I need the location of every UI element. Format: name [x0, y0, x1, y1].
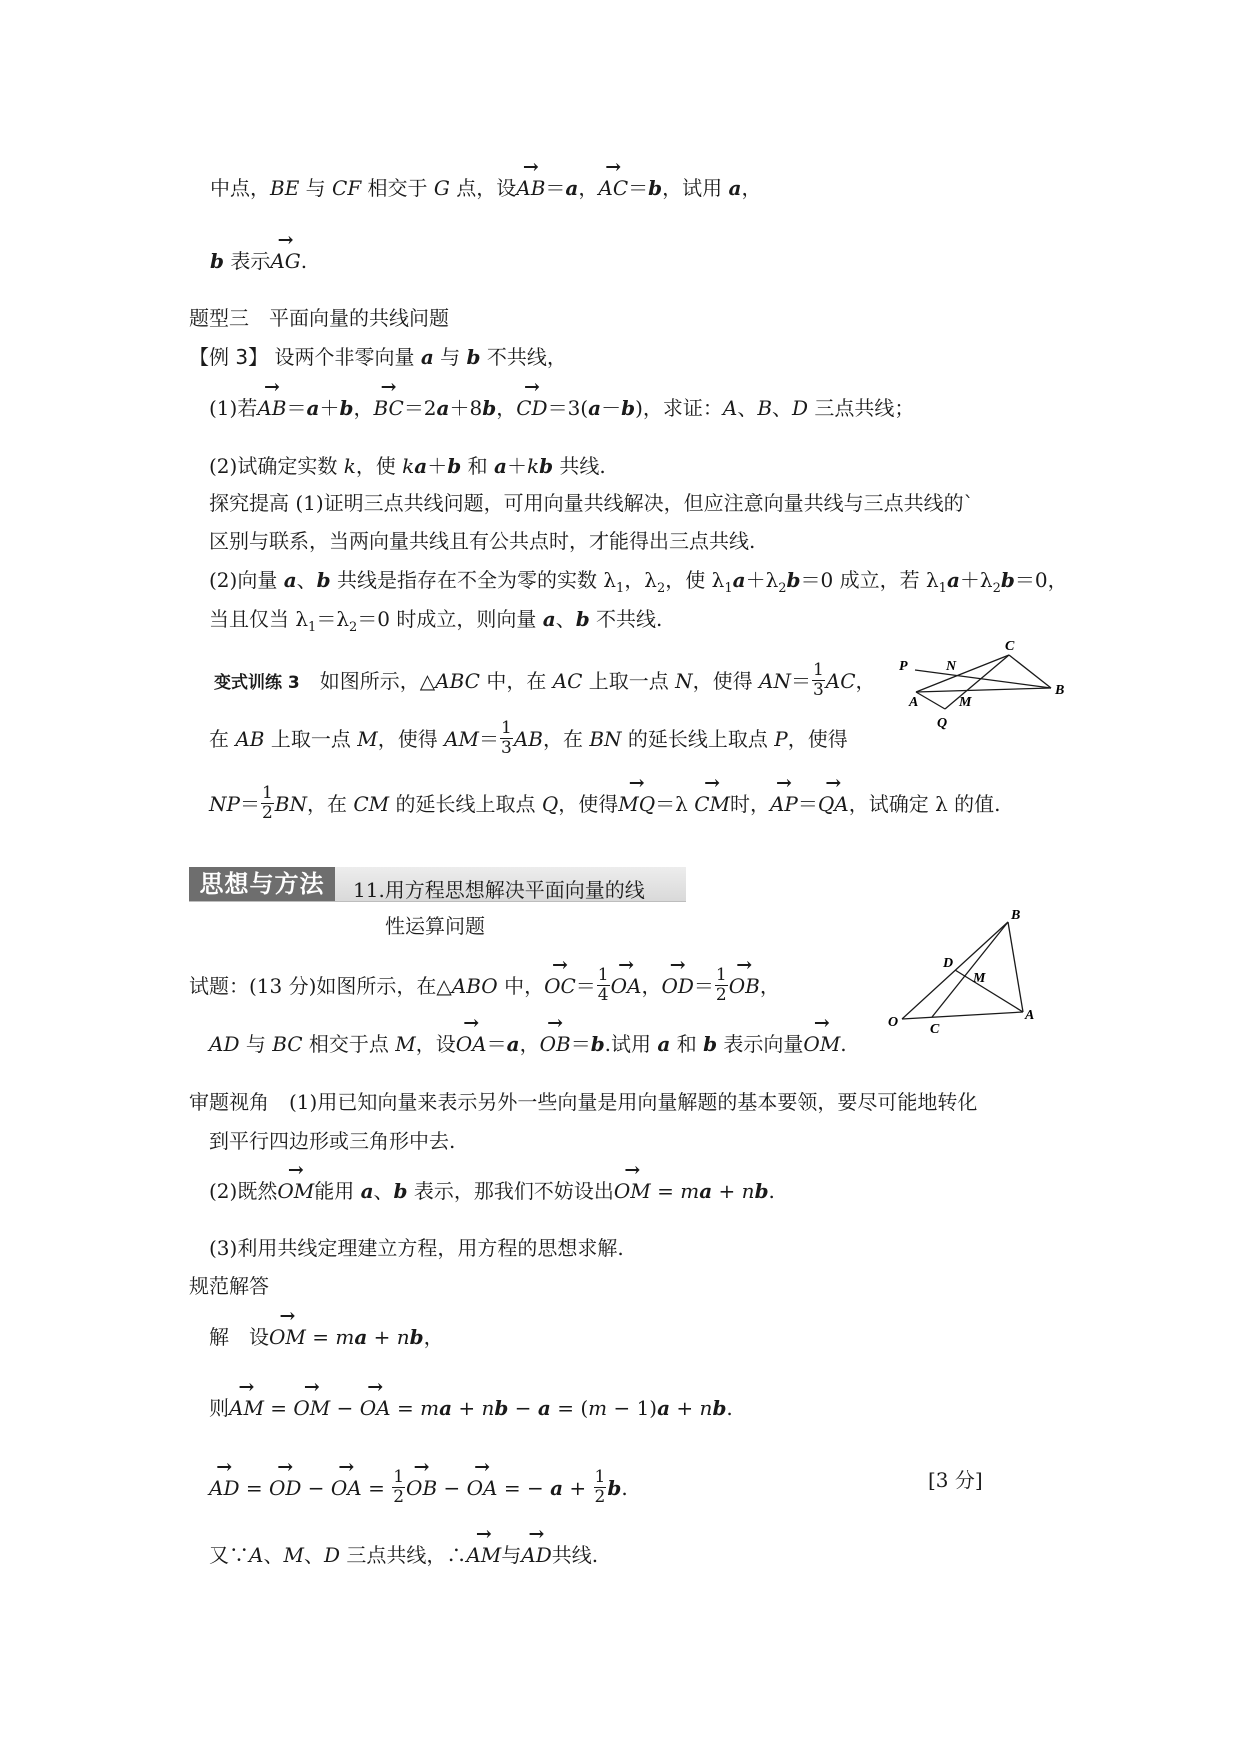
fig-label-a: A: [1025, 1008, 1035, 1023]
method-tag: 思想与方法: [189, 867, 335, 901]
problem-line-1: 试题：(13 分)如图所示，在△ABO 中，→ OC＝ $\frac{1}{4}$ → OA，→ OD＝ $\frac{1}{2}$ → OB，: [189, 968, 780, 1007]
fig-line-ac: [916, 655, 1009, 692]
fig-label-d: D: [943, 956, 954, 971]
variant-3-line-3: NP＝ $\frac{1}{2}$ BN，在 CM 的延长线上取点 Q，使得→ MQ＝λ → CM时，→ AP＝→ QA，试确定 λ 的值.: [209, 786, 1000, 825]
explore-line-1: 探究提高 (1)证明三点共线问题，可用向量共线解决，但应注意向量共线与三点共线的`: [209, 491, 974, 515]
example-label: 【例 3】: [189, 345, 269, 369]
fig-label-q: Q: [937, 716, 948, 731]
method-banner: [189, 867, 686, 902]
fig-line-oa: [902, 1012, 1023, 1019]
variant-3-line-2: 在 AB 上取一点 M，使得 AM＝ $\frac{1}{3}$ AB，在 BN 的延长线上取点 P，使得: [209, 718, 848, 758]
fig-label-b: B: [1011, 908, 1021, 923]
variant-label: 变式训练 3: [214, 673, 300, 693]
problem-triangle-figure: [880, 905, 1045, 1040]
fig-line-ba: [1008, 922, 1023, 1012]
explore-line-3: (2)向量 a、b 共线是指存在不全为零的实数 $\lambda_1$，$\lambda_2$，使 $\lambda_1a+\lambda_2b=0$ 成立，若 $\lambda_1a+\lambda_2b=0$，: [209, 568, 1068, 596]
fig-label-c: C: [930, 1022, 940, 1037]
view-line-2: 到平行四边形或三角形中去.: [209, 1129, 456, 1153]
fig-label-c: C: [1005, 639, 1015, 654]
solution-line-4: 又∵A、M、D 三点共线，∴→ AM与→ AD共线.: [209, 1545, 598, 1565]
solution-line-1: 解 设→ OM = ma + nb，: [209, 1327, 444, 1347]
variant-triangle-figure: [893, 634, 1073, 734]
fig-label-b: B: [1055, 683, 1065, 698]
fig-label-p: P: [899, 659, 908, 674]
explore-line-2: 区别与联系，当两向量共线且有公共点时，才能得出三点共线.: [209, 529, 756, 553]
score-label: [3 分]: [928, 1468, 983, 1492]
fig-label-a: A: [909, 695, 919, 710]
solution-label: 规范解答: [189, 1274, 269, 1298]
view-line-3: (2)既然→ OM能用 a、b 表示，那我们不妨设出→ OM = ma + nb.: [209, 1181, 775, 1201]
fig-label-m: M: [959, 695, 972, 710]
view-line-4: (3)利用共线定理建立方程，用方程的思想求解.: [209, 1236, 624, 1260]
intro-line-2: b 表示→ AG.: [210, 251, 307, 271]
fig-line-ab: [916, 688, 1051, 692]
view-line-1: 审题视角 (1)用已知向量来表示另外一些向量是用向量解题的基本要领，要尽可能地转化: [189, 1090, 978, 1114]
section-title: 题型三 平面向量的共线问题: [189, 306, 449, 330]
explore-label: 探究提高: [209, 491, 289, 515]
method-title-line-2: 性运算问题: [385, 914, 485, 938]
problem-line-2: AD 与 BC 相交于点 M，设→ OA＝a，→ OB＝b.试用 a 和 b 表示向量→ OM.: [209, 1034, 847, 1054]
example-3-part-2: (2)试确定实数 k，使 ka＋b 和 a＋kb 共线.: [209, 454, 606, 478]
view-label: 审题视角: [189, 1090, 269, 1114]
variant-3-line-1: 变式训练 3 如图所示，△ABC 中，在 AC 上取一点 N，使得 AN＝ $\frac{1}{3}$ AC，: [214, 660, 876, 700]
example-3-stem: 【例 3】 设两个非零向量 a 与 b 不共线，: [189, 345, 567, 369]
intro-line-1: 中点，BE 与 CF 相交于 G 点，设→ AB＝a，→ AC＝b，试用 a，: [210, 178, 761, 198]
example-3-part-1: (1)若→ AB＝a＋b，→ BC＝2a＋8b，→ CD＝3(a－b)，求证：A、B、D 三点共线；: [209, 398, 914, 418]
fig-label-m: M: [973, 971, 986, 986]
fig-label-n: N: [946, 659, 957, 674]
solution-line-2: 则→ AM = → OM − → OA = ma + nb − a = (m − 1)a + nb.: [209, 1398, 733, 1418]
fig-line-aq: [916, 692, 945, 709]
method-title-line-1: 11.用方程思想解决平面向量的线: [353, 878, 645, 902]
fig-label-o: O: [888, 1015, 899, 1030]
explore-line-4: 当且仅当 $\lambda_1=\lambda_2=0$ 时成立，则向量 a、b 不共线.: [209, 607, 663, 635]
solution-line-3: → AD = → OD − → OA = $\frac{1}{2}$ → OB − → OA = − a + $\frac{1}{2}$ b.: [209, 1470, 628, 1509]
